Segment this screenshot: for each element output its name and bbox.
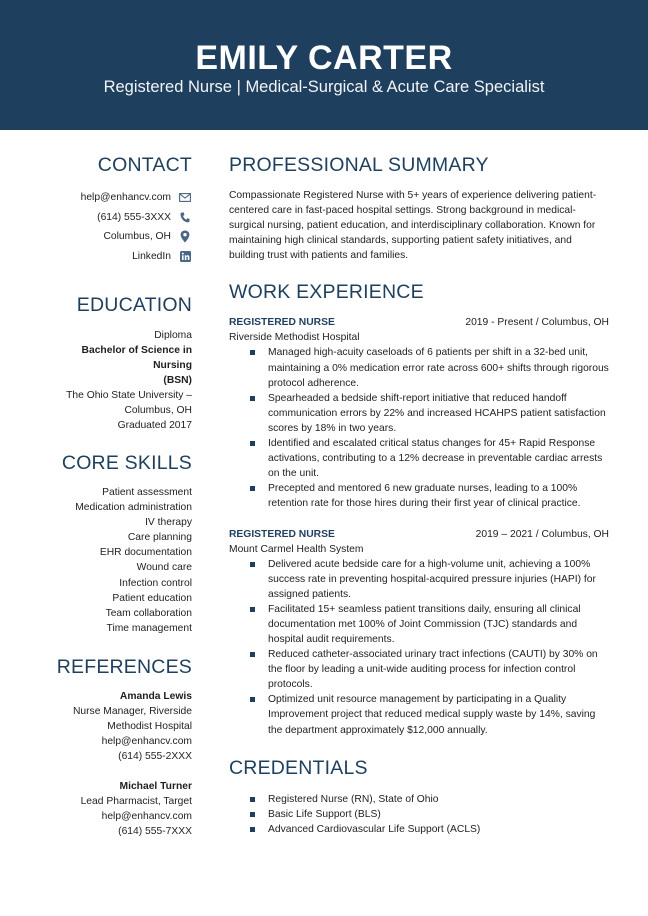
reference-phone[interactable]: (614) 555-2XXX [118,750,192,762]
job-employer: Riverside Methodist Hospital [229,332,360,344]
job-header [229,315,609,330]
credentials-list [229,792,609,837]
contact-phone[interactable]: (614) 555-3XXX [97,211,171,223]
reference-name: Amanda Lewis [119,690,192,702]
job-bullets [229,345,609,511]
contact-linkedin[interactable]: LinkedIn [132,250,171,262]
job-bullet: Optimized unit resource management by participating in a Quality Improvement project that reduced medical supply waste by 14%, saving the department approximately $12,000 annually. [229,692,609,737]
skill-item: Medication administration [75,502,192,514]
job-dates: 2019 – 2021 / Columbus, OH [475,528,609,540]
job-bullet: Reduced catheter-associated urinary tract infections (CAUTI) by 30% on the floor by leading a unit-wide auditing process for infection control protocols. [229,647,609,692]
skill-item: Team collaboration [105,607,192,619]
left-column [40,152,192,839]
reference-title: Nurse Manager, Riverside [72,705,192,717]
job-bullet: Managed high-acuity caseloads of 6 patients per shift in a 32-bed unit, maintaining a 0% medication error rate across 600+ shifts through rigorous protocol adherence. [229,345,609,390]
skills-list [40,485,192,636]
credential-item: Registered Nurse (RN), State of Ohio [229,792,609,807]
skill-item: EHR documentation [99,547,192,559]
job-bullet: Spearheaded a bedside shift-report initiative that reduced handoff communication errors by 22% and increased HCAHPS patient satisfaction scores by 18% in two years. [229,391,609,436]
reference-name: Michael Turner [119,780,192,792]
job-bullet: Facilitated 15+ seamless patient transitions daily, ensuring all clinical documentation met 100% of Joint Commission (TJC) standards and hospital audit requirements. [229,602,609,647]
job-employer: Mount Carmel Health System [229,543,364,555]
contact-email[interactable]: help@enhancv.com [80,192,171,204]
skill-item: IV therapy [145,517,192,529]
contact-phone-row[interactable] [40,208,192,228]
contact-location: Columbus, OH [103,231,171,243]
credentials-heading: CREDENTIALS [229,756,368,779]
resume-header [0,0,648,130]
reference-phone[interactable]: (614) 555-7XXX [118,825,192,837]
education-location: Columbus, OH [124,405,192,416]
summary-heading: PROFESSIONAL SUMMARY [229,154,489,176]
skill-item: Patient assessment [102,487,192,498]
job-entry [229,315,609,511]
credential-item: Basic Life Support (BLS) [229,807,609,822]
email-icon [178,191,192,205]
reference-entry [40,779,192,839]
contact-linkedin-row[interactable] [40,247,192,267]
education-heading: EDUCATION [76,294,192,316]
job-bullet: Precepted and mentored 6 new graduate nurses, leading to a 100% retention rate for those hires during their first year of clinical practice. [229,481,609,511]
contact-heading: CONTACT [97,154,192,176]
job-header [229,527,609,542]
reference-email[interactable]: help@enhancv.com [101,735,192,747]
skill-item: Care planning [127,532,192,544]
education-degree-abbrev: (BSN) [163,375,192,386]
education-type: Diploma [154,330,192,341]
job-bullets [229,557,609,738]
reference-email[interactable]: help@enhancv.com [101,810,192,822]
contact-location-row [40,227,192,247]
contact-list [40,188,192,266]
job-role: REGISTERED NURSE [229,317,335,329]
linkedin-icon [178,249,192,263]
contact-email-row[interactable] [40,188,192,208]
education-degree: Bachelor of Science in Nursing [81,345,192,371]
reference-title-cont: Methodist Hospital [107,720,192,732]
right-column [229,152,609,837]
candidate-name: EMILY CARTER [195,39,453,77]
reference-entry [40,689,192,764]
skill-item: Time management [106,622,192,634]
location-pin-icon [178,230,192,244]
candidate-title: Registered Nurse | Medical-Surgical & Acute Care Specialist [103,78,545,96]
references-heading: REFERENCES [56,655,192,678]
job-bullet: Delivered acute bedside care for a high-volume unit, achieving a 100% success rate in preventing hospital-acquired pressure injuries (HAPI) for assigned patients. [229,557,609,602]
work-heading: WORK EXPERIENCE [229,281,424,304]
job-dates: 2019 - Present / Columbus, OH [465,317,609,329]
credential-item: Advanced Cardiovascular Life Support (ACLS) [229,822,609,837]
reference-title: Lead Pharmacist, Target [80,795,192,807]
summary-text: Compassionate Registered Nurse with 5+ years of experience delivering patient-centered care in fast-paced hospital settings. Strong background in medical-surgical nursing, patient education, and interdisciplinary collaboration. Known for maintaining high clinical standards, supporting patient safety initiatives, and building trust with patients and families. [229,190,597,262]
education-graduated: Graduated 2017 [117,420,192,431]
phone-icon [178,210,192,224]
education-entry [40,328,192,433]
education-school: The Ohio State University – [66,390,192,401]
job-entry [229,527,609,738]
job-bullet: Identified and escalated critical status changes for 45+ Rapid Response activations, contributing to a 12% decrease in preventable cardiac arrests on the unit. [229,436,609,481]
skill-item: Infection control [119,577,192,589]
skills-heading: CORE SKILLS [61,452,192,474]
skill-item: Patient education [112,592,192,604]
skill-item: Wound care [136,562,192,574]
job-role: REGISTERED NURSE [229,528,335,540]
